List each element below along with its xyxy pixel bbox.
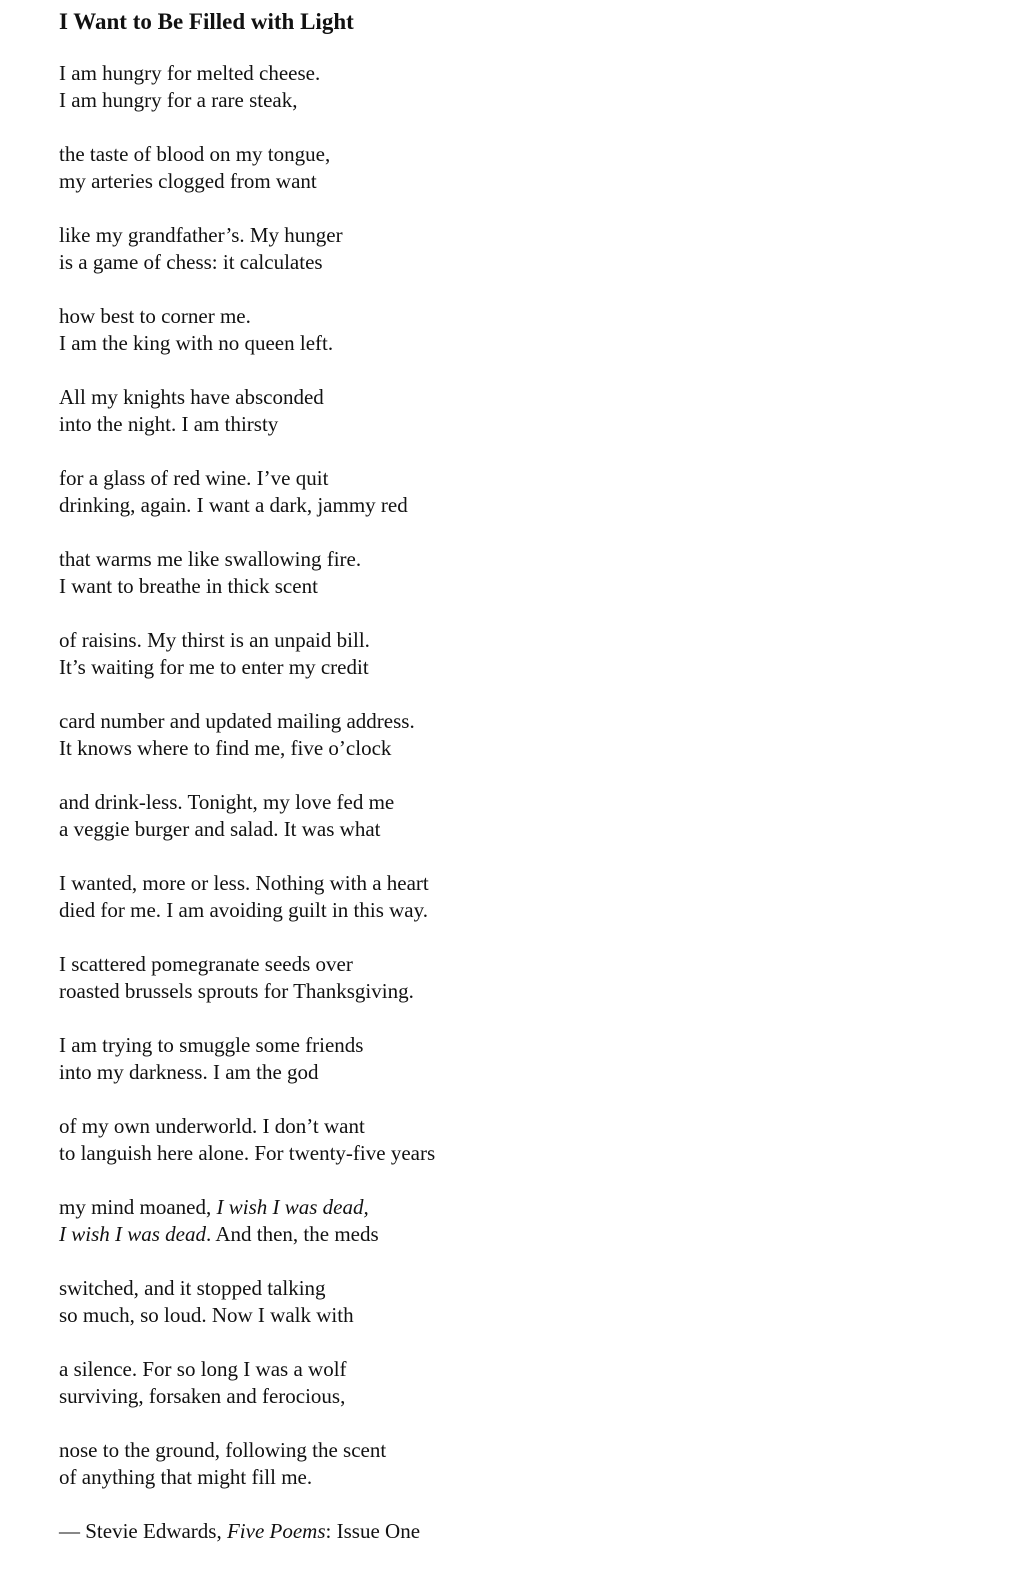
- poem-line: [59, 1221, 959, 1248]
- poem-line: switched, and it stopped talking: [59, 1276, 326, 1300]
- poem-line: of anything that might fill me.: [59, 1465, 313, 1489]
- poem-line: I am trying to smuggle some friends: [59, 1033, 364, 1057]
- poem-line: It’s waiting for me to enter my credit: [59, 655, 369, 679]
- poem-line: so much, so loud. Now I walk with: [59, 1303, 354, 1327]
- italic-quote: I wish I was dead: [59, 1222, 206, 1246]
- stanza: [59, 303, 959, 357]
- poem-line: into the night. I am thirsty: [59, 412, 279, 436]
- poem-line: I want to breathe in thick scent: [59, 574, 318, 598]
- stanza: [59, 60, 959, 114]
- stanza: [59, 1113, 959, 1167]
- italic-quote: I wish I was dead,: [216, 1195, 369, 1219]
- poem-line: for a glass of red wine. I’ve quit: [59, 466, 329, 490]
- stanza: [59, 951, 959, 1005]
- poem-line: into my darkness. I am the god: [59, 1060, 319, 1084]
- stanza: [59, 141, 959, 195]
- poem-line: [59, 1194, 959, 1221]
- poem-line: a veggie burger and salad. It was what: [59, 817, 381, 841]
- poem-line: a silence. For so long I was a wolf: [59, 1357, 347, 1381]
- poem-line: to languish here alone. For twenty-five years: [59, 1141, 436, 1165]
- poem-line: It knows where to find me, five o’clock: [59, 736, 392, 760]
- stanza: [59, 1437, 959, 1491]
- stanza: [59, 465, 959, 519]
- poem-line: I scattered pomegranate seeds over: [59, 952, 353, 976]
- stanza: [59, 546, 959, 600]
- stanza: [59, 1032, 959, 1086]
- poem-line: I wanted, more or less. Nothing with a heart: [59, 871, 429, 895]
- poem-line: surviving, forsaken and ferocious,: [59, 1384, 346, 1408]
- line-text: my mind moaned,: [59, 1195, 217, 1219]
- poem-line: of my own underworld. I don’t want: [59, 1114, 365, 1138]
- poem-line: of raisins. My thirst is an unpaid bill.: [59, 628, 370, 652]
- stanza: [59, 384, 959, 438]
- poem: [59, 6, 959, 1545]
- stanza: [59, 1194, 959, 1248]
- attribution-author: — Stevie Edwards,: [59, 1519, 227, 1543]
- poem-line: I am hungry for a rare steak,: [59, 88, 298, 112]
- stanza: [59, 708, 959, 762]
- stanza: [59, 222, 959, 276]
- poem-line: roasted brussels sprouts for Thanksgiving.: [59, 979, 414, 1003]
- poem-line: died for me. I am avoiding guilt in this way.: [59, 898, 428, 922]
- poem-line: that warms me like swallowing fire.: [59, 547, 362, 571]
- poem-line: All my knights have absconded: [59, 385, 324, 409]
- attribution-work: Five Poems: [226, 1519, 326, 1543]
- stanza: [59, 789, 959, 843]
- poem-line: the taste of blood on my tongue,: [59, 142, 331, 166]
- poem-line: I am the king with no queen left.: [59, 331, 334, 355]
- poem-line: like my grandfather’s. My hunger: [59, 223, 343, 247]
- stanza: [59, 870, 959, 924]
- poem-line: I am hungry for melted cheese.: [59, 61, 321, 85]
- poem-line: is a game of chess: it calculates: [59, 250, 323, 274]
- poem-line: card number and updated mailing address.: [59, 709, 415, 733]
- line-text: . And then, the meds: [206, 1222, 379, 1246]
- attribution: [59, 1518, 959, 1545]
- poem-line: how best to corner me.: [59, 304, 251, 328]
- poem-line: my arteries clogged from want: [59, 169, 317, 193]
- stanza: [59, 1275, 959, 1329]
- stanza: [59, 627, 959, 681]
- poem-line: nose to the ground, following the scent: [59, 1438, 387, 1462]
- poem-line: drinking, again. I want a dark, jammy red: [59, 493, 408, 517]
- poem-line: and drink-less. Tonight, my love fed me: [59, 790, 395, 814]
- stanza: [59, 1356, 959, 1410]
- attribution-issue: : Issue One: [325, 1519, 421, 1543]
- poem-title: I Want to Be Filled with Light: [59, 9, 354, 34]
